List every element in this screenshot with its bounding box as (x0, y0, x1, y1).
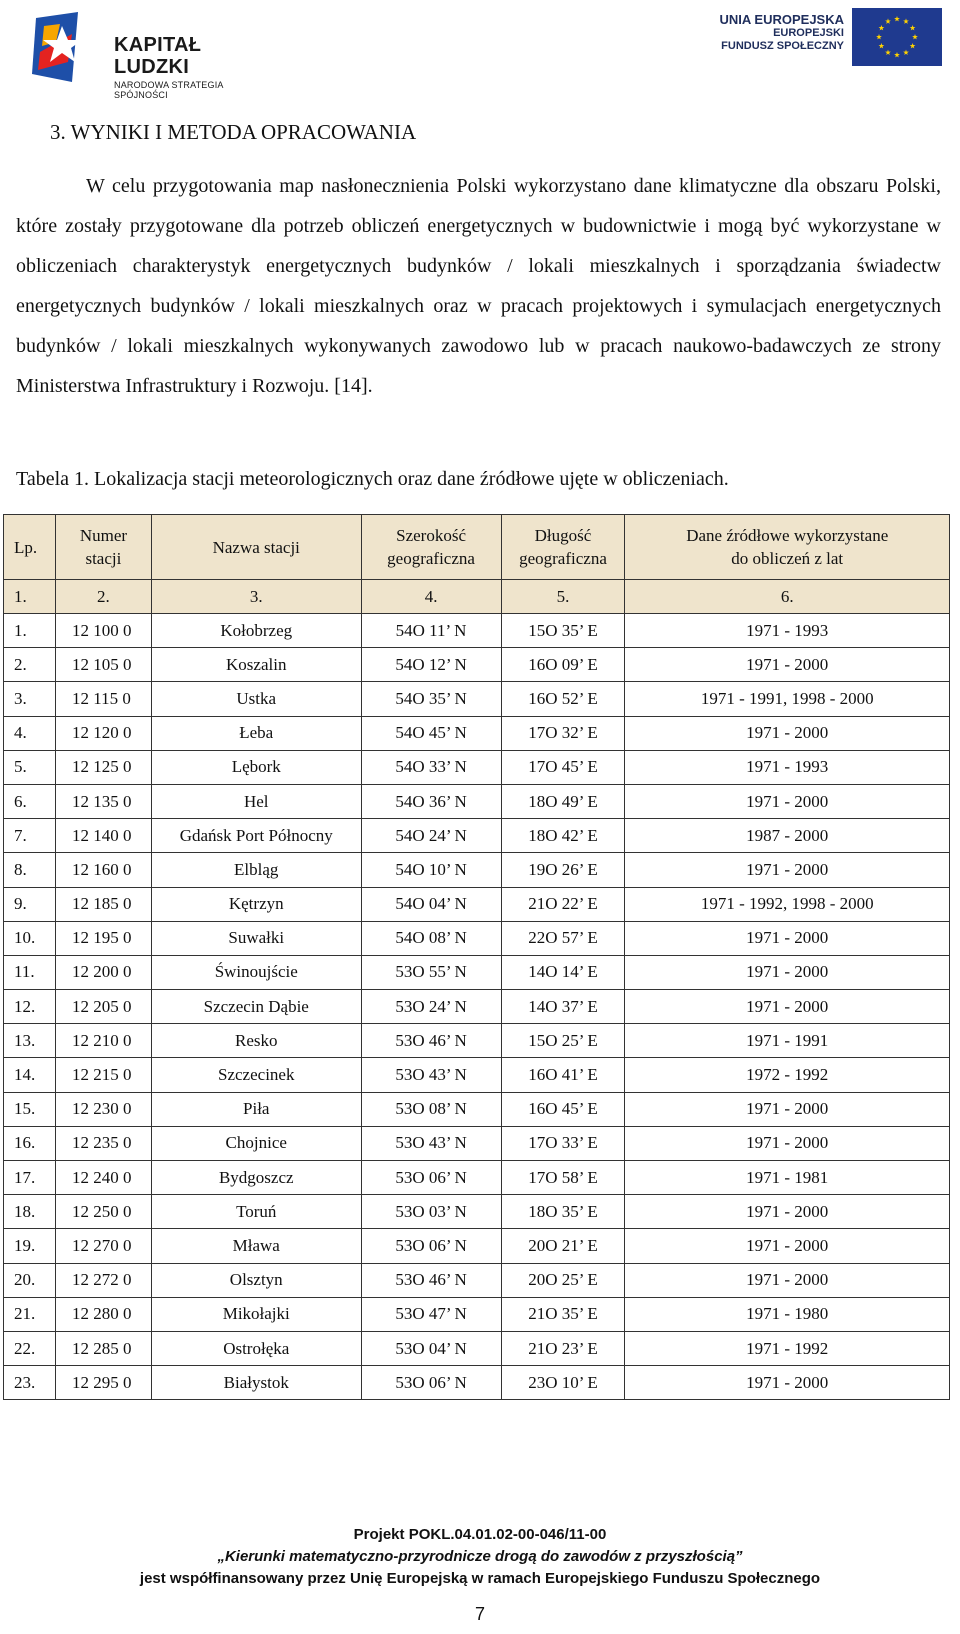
table-row (4, 921, 950, 955)
table-cell: 20. (4, 1263, 56, 1297)
table-cell: 1971 - 1980 (625, 1297, 950, 1331)
table-row (4, 1229, 950, 1263)
table-cell: 53O 04’ N (361, 1331, 501, 1365)
table-cell: 12 250 0 (55, 1195, 151, 1229)
table-cell: Elbląg (151, 853, 361, 887)
table-cell: 21O 23’ E (501, 1331, 625, 1365)
table-cell: 12 295 0 (55, 1366, 151, 1400)
table-cell: Szczecinek (151, 1058, 361, 1092)
table-cell: 12 195 0 (55, 921, 151, 955)
table-cell: 1971 - 2000 (625, 921, 950, 955)
column-index: 3. (151, 580, 361, 614)
table-cell: 12 200 0 (55, 955, 151, 989)
table-cell: 14O 37’ E (501, 990, 625, 1024)
table-cell: 12 215 0 (55, 1058, 151, 1092)
table-cell: 54O 12’ N (361, 648, 501, 682)
table-cell: Świnoujście (151, 955, 361, 989)
table-cell: 7. (4, 819, 56, 853)
table-cell: 15O 25’ E (501, 1024, 625, 1058)
column-index: 6. (625, 580, 950, 614)
table-cell: 54O 11’ N (361, 614, 501, 648)
table-cell: 17O 32’ E (501, 716, 625, 750)
table-cell: 1971 - 2000 (625, 1229, 950, 1263)
table-cell: Kołobrzeg (151, 614, 361, 648)
table-cell: 12 185 0 (55, 887, 151, 921)
table-cell: 54O 04’ N (361, 887, 501, 921)
table-row (4, 784, 950, 818)
table-cell: 16O 09’ E (501, 648, 625, 682)
table-row (4, 750, 950, 784)
table-cell: 11. (4, 955, 56, 989)
table-cell: 1971 - 2000 (625, 1366, 950, 1400)
table-cell: 53O 08’ N (361, 1092, 501, 1126)
table-cell: 12 120 0 (55, 716, 151, 750)
table-cell: 53O 03’ N (361, 1195, 501, 1229)
table-row (4, 1331, 950, 1365)
table-cell: Szczecin Dąbie (151, 990, 361, 1024)
column-index: 4. (361, 580, 501, 614)
table-cell: Mikołajki (151, 1297, 361, 1331)
table-cell: Lębork (151, 750, 361, 784)
table-cell: Toruń (151, 1195, 361, 1229)
table-cell: 2. (4, 648, 56, 682)
table-cell: 53O 06’ N (361, 1161, 501, 1195)
table-cell: Hel (151, 784, 361, 818)
table-cell: 12 160 0 (55, 853, 151, 887)
table-cell: 16. (4, 1126, 56, 1160)
table-cell: 1971 - 1981 (625, 1161, 950, 1195)
table-cell: 10. (4, 921, 56, 955)
table-cell: 19O 26’ E (501, 853, 625, 887)
project-footer (0, 1524, 960, 1590)
column-index: 2. (55, 580, 151, 614)
table-cell: Białystok (151, 1366, 361, 1400)
table-cell: 53O 43’ N (361, 1058, 501, 1092)
table-cell: 53O 47’ N (361, 1297, 501, 1331)
table-row (4, 716, 950, 750)
table-cell: 17O 58’ E (501, 1161, 625, 1195)
table-cell: 1971 - 1992, 1998 - 2000 (625, 887, 950, 921)
table-cell: 53O 24’ N (361, 990, 501, 1024)
table-cell: 19. (4, 1229, 56, 1263)
table-cell: 53O 46’ N (361, 1024, 501, 1058)
table-caption: Tabela 1. Lokalizacja stacji meteorologicznych oraz dane źródłowe ujęte w obliczeniach. (16, 468, 729, 490)
table-cell: Ostrołęka (151, 1331, 361, 1365)
table-cell: 17O 45’ E (501, 750, 625, 784)
column-index: 5. (501, 580, 625, 614)
table-cell: 54O 08’ N (361, 921, 501, 955)
stations-table (3, 514, 950, 1400)
table-cell: 18O 42’ E (501, 819, 625, 853)
table-cell: 13. (4, 1024, 56, 1058)
table-header-row (4, 515, 950, 580)
column-header: Szerokość geograficzna (361, 515, 501, 580)
table-cell: 9. (4, 887, 56, 921)
table-cell: 16O 41’ E (501, 1058, 625, 1092)
table-cell: 12 285 0 (55, 1331, 151, 1365)
table-cell: Ustka (151, 682, 361, 716)
table-row (4, 990, 950, 1024)
table-cell: Olsztyn (151, 1263, 361, 1297)
table-cell: Bydgoszcz (151, 1161, 361, 1195)
table-cell: 17O 33’ E (501, 1126, 625, 1160)
table-cell: 1971 - 2000 (625, 716, 950, 750)
table-cell: 18O 35’ E (501, 1195, 625, 1229)
kapital-ludzki-text (114, 34, 278, 100)
table-cell: 12 272 0 (55, 1263, 151, 1297)
table-cell: 1971 - 2000 (625, 784, 950, 818)
table-cell: Suwałki (151, 921, 361, 955)
table-cell: 54O 36’ N (361, 784, 501, 818)
table-row (4, 1195, 950, 1229)
table-cell: 53O 06’ N (361, 1366, 501, 1400)
table-cell: 12 205 0 (55, 990, 151, 1024)
table-cell: 1971 - 2000 (625, 1263, 950, 1297)
table-row (4, 1058, 950, 1092)
kapital-ludzki-logo (28, 10, 278, 100)
table-row (4, 887, 950, 921)
table-row (4, 648, 950, 682)
table-cell: 12. (4, 990, 56, 1024)
table-cell: 1971 - 1991 (625, 1024, 950, 1058)
table-cell: 1971 - 1993 (625, 614, 950, 648)
table-cell: 15. (4, 1092, 56, 1126)
table-cell: 23. (4, 1366, 56, 1400)
table-cell: Piła (151, 1092, 361, 1126)
kapital-ludzki-title: KAPITAŁ LUDZKI (114, 34, 202, 78)
table-cell: 21O 35’ E (501, 1297, 625, 1331)
eu-flag-icon (852, 8, 942, 66)
table-cell: Resko (151, 1024, 361, 1058)
table-cell: 12 135 0 (55, 784, 151, 818)
table-cell: 54O 33’ N (361, 750, 501, 784)
table-cell: 12 115 0 (55, 682, 151, 716)
table-cell: 12 270 0 (55, 1229, 151, 1263)
eu-logo-line2: EUROPEJSKI (773, 27, 844, 39)
table-cell: 53O 55’ N (361, 955, 501, 989)
table-cell: 1971 - 2000 (625, 1195, 950, 1229)
table-cell: 14. (4, 1058, 56, 1092)
table-cell: 12 125 0 (55, 750, 151, 784)
eu-logo (712, 4, 942, 66)
table-row (4, 614, 950, 648)
eu-logo-line3: FUNDUSZ SPOŁECZNY (721, 40, 844, 52)
table-cell: Łeba (151, 716, 361, 750)
table-cell: Gdańsk Port Północny (151, 819, 361, 853)
table-cell: 20O 25’ E (501, 1263, 625, 1297)
table-row (4, 819, 950, 853)
page-number: 7 (474, 1604, 485, 1624)
table-row (4, 1366, 950, 1400)
table-row (4, 1092, 950, 1126)
table-cell: 1971 - 2000 (625, 955, 950, 989)
table-cell: 12 230 0 (55, 1092, 151, 1126)
table-cell: 12 210 0 (55, 1024, 151, 1058)
table-cell: 21. (4, 1297, 56, 1331)
table-cell: 5. (4, 750, 56, 784)
table-cell: 1971 - 2000 (625, 1126, 950, 1160)
table-cell: Kętrzyn (151, 887, 361, 921)
intro-paragraph: W celu przygotowania map nasłonecznienia Polski wykorzystano dane klimatyczne dla obszaru Polski, które zostały przygotowane dla potrzeb obliczeń energetycznych w budownictwie i mogą być wykorzystane w obliczeniach charakterystyk energetycznych budynków / lokali mieszkalnych i sporządzania świadectw energetycznych budynków / lokali mieszkalnych oraz w pracach projektowych i symulacjach energetycznych budynków / lokali mieszkalnych wykonywanych zawodowo lub w pracach naukowo-badawczych ze strony Ministerstwa Infrastruktury i Rozwoju. [14]. (16, 175, 941, 397)
table-cell: 14O 14’ E (501, 955, 625, 989)
table-row (4, 1263, 950, 1297)
table-row (4, 682, 950, 716)
kapital-ludzki-subtitle: NARODOWA STRATEGIA SPÓJNOŚCI (114, 80, 224, 100)
kapital-ludzki-flag-icon (32, 12, 98, 82)
table-cell: 1987 - 2000 (625, 819, 950, 853)
table-cell: 8. (4, 853, 56, 887)
table-cell: 53O 06’ N (361, 1229, 501, 1263)
table-cell: 18. (4, 1195, 56, 1229)
column-index: 1. (4, 580, 56, 614)
table-cell: 20O 21’ E (501, 1229, 625, 1263)
table-cell: 1971 - 2000 (625, 853, 950, 887)
table-cell: 22O 57’ E (501, 921, 625, 955)
table-row (4, 955, 950, 989)
table-cell: 1971 - 1991, 1998 - 2000 (625, 682, 950, 716)
table-body (4, 614, 950, 1400)
table-cell: 1. (4, 614, 56, 648)
table-cell: 1971 - 2000 (625, 1092, 950, 1126)
table-cell: Chojnice (151, 1126, 361, 1160)
section-heading: 3. WYNIKI I METODA OPRACOWANIA (50, 120, 417, 144)
table-cell: 1971 - 2000 (625, 648, 950, 682)
table-cell: 54O 10’ N (361, 853, 501, 887)
eu-logo-text (720, 12, 844, 53)
column-header: Dane źródłowe wykorzystane do obliczeń z lat (625, 515, 950, 580)
column-header: Numer stacji (55, 515, 151, 580)
table-cell: 16O 45’ E (501, 1092, 625, 1126)
table-cell: 22. (4, 1331, 56, 1365)
table-row (4, 853, 950, 887)
footer-funding-note: jest współfinansowany przez Unię Europejską w ramach Europejskiego Funduszu Społecznego (139, 1570, 821, 1587)
table-cell: 16O 52’ E (501, 682, 625, 716)
table-cell: 1971 - 2000 (625, 990, 950, 1024)
table-row (4, 1297, 950, 1331)
table-cell: 6. (4, 784, 56, 818)
table-cell: 12 240 0 (55, 1161, 151, 1195)
footer-project-id: Projekt POKL.04.01.02-00-046/11-00 (353, 1526, 607, 1543)
table-cell: 54O 35’ N (361, 682, 501, 716)
table-cell: 1972 - 1992 (625, 1058, 950, 1092)
table-row (4, 1024, 950, 1058)
table-cell: 15O 35’ E (501, 614, 625, 648)
table-cell: 54O 24’ N (361, 819, 501, 853)
table-cell: 53O 46’ N (361, 1263, 501, 1297)
table-cell: 17. (4, 1161, 56, 1195)
table-cell: 54O 45’ N (361, 716, 501, 750)
table-cell: 3. (4, 682, 56, 716)
column-header: Nazwa stacji (151, 515, 361, 580)
column-header: Długość geograficzna (501, 515, 625, 580)
table-cell: Koszalin (151, 648, 361, 682)
footer-project-title: „Kierunki matematyczno-przyrodnicze drogą do zawodów z przyszłością” (217, 1548, 743, 1565)
table-cell: 12 280 0 (55, 1297, 151, 1331)
table-cell: 23O 10’ E (501, 1366, 625, 1400)
table-row (4, 1161, 950, 1195)
table-cell: 1971 - 1992 (625, 1331, 950, 1365)
table-cell: 18O 49’ E (501, 784, 625, 818)
table-cell: 12 140 0 (55, 819, 151, 853)
table-cell: 1971 - 1993 (625, 750, 950, 784)
table-cell: Mława (151, 1229, 361, 1263)
table-row (4, 1126, 950, 1160)
eu-logo-line1: UNIA EUROPEJSKA (719, 12, 844, 27)
table-cell: 12 105 0 (55, 648, 151, 682)
column-header: Lp. (4, 515, 56, 580)
table-cell: 12 100 0 (55, 614, 151, 648)
table-index-row (4, 580, 950, 614)
table-cell: 53O 43’ N (361, 1126, 501, 1160)
table-cell: 21O 22’ E (501, 887, 625, 921)
table-cell: 12 235 0 (55, 1126, 151, 1160)
table-cell: 4. (4, 716, 56, 750)
